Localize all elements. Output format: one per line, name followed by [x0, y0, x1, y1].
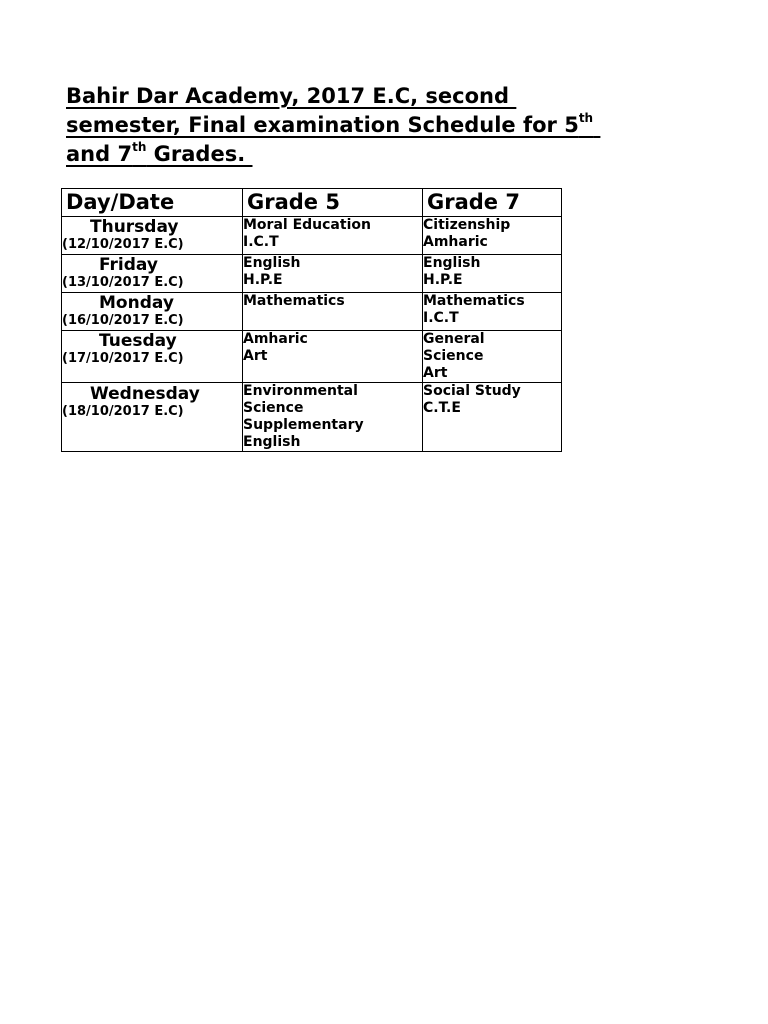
grade-5-subjects-cell [243, 331, 423, 383]
day-date: (16/10/2017 E.C) [62, 313, 184, 328]
title-line-3 [66, 140, 706, 169]
day-name: Thursday [90, 217, 179, 237]
header-grade-5: Grade 5 [243, 189, 423, 217]
subject: Environmental [243, 383, 358, 399]
subject: Amharic [423, 234, 488, 250]
grade-7-subjects-cell [423, 217, 562, 255]
day-date: (13/10/2017 E.C) [62, 275, 184, 290]
table-row [62, 331, 562, 383]
subject: H.P.E [243, 272, 283, 288]
title-line-3-rest: Grades. [146, 142, 253, 166]
subject: C.T.E [423, 400, 461, 416]
subject: English [423, 255, 481, 271]
grade-7-subjects-cell [423, 331, 562, 383]
day-date: (18/10/2017 E.C) [62, 404, 184, 419]
day-name: Wednesday [90, 384, 200, 404]
subject: Art [243, 348, 268, 364]
subject: Science [423, 348, 484, 364]
subject: I.C.T [423, 310, 459, 326]
subject: Mathematics [423, 293, 525, 309]
title-line-2-text: semester, Final examination Schedule for 5 [66, 113, 579, 137]
day-date: (12/10/2017 E.C) [62, 237, 184, 252]
subject: Supplementary [243, 417, 364, 433]
title-line-3-text: and 7 [66, 142, 133, 166]
grade-5-subjects-cell [243, 293, 423, 331]
title-line-2 [66, 111, 706, 140]
day-date-cell [62, 383, 243, 452]
grade-7-subjects-cell [423, 293, 562, 331]
table-row [62, 383, 562, 452]
day-date-cell [62, 293, 243, 331]
table-header-row [62, 189, 562, 217]
subject: Art [423, 365, 448, 381]
day-date-cell [62, 217, 243, 255]
subject: General [423, 331, 485, 347]
day-date: (17/10/2017 E.C) [62, 351, 184, 366]
page-title [66, 82, 706, 169]
grade-5-subjects-cell [243, 383, 423, 452]
day-date-cell [62, 331, 243, 383]
subject: English [243, 434, 301, 450]
subject: Social Study [423, 383, 521, 399]
grade-5-subjects-cell [243, 217, 423, 255]
grade-5-subjects-cell [243, 255, 423, 293]
subject: Science [243, 400, 304, 416]
grade-7-subjects-cell [423, 383, 562, 452]
subject: H.P.E [423, 272, 463, 288]
table-row [62, 255, 562, 293]
subject: I.C.T [243, 234, 279, 250]
day-date-cell [62, 255, 243, 293]
title-line-1-text: Bahir Dar Academy, 2017 E.C, second [66, 84, 517, 108]
table-row [62, 293, 562, 331]
subject: English [243, 255, 301, 271]
grade-7-subjects-cell [423, 255, 562, 293]
subject: Moral Education [243, 217, 371, 233]
day-name: Tuesday [99, 331, 177, 351]
subject: Citizenship [423, 217, 511, 233]
title-line-1 [66, 82, 706, 111]
subject: Mathematics [243, 293, 345, 309]
day-name: Monday [99, 293, 174, 313]
header-grade-7: Grade 7 [423, 189, 562, 217]
title-line-3-superscript: th [132, 140, 147, 154]
subject: Amharic [243, 331, 308, 347]
day-name: Friday [99, 255, 158, 275]
table-row [62, 217, 562, 255]
exam-schedule-table [61, 188, 562, 452]
header-day-date: Day/Date [62, 189, 243, 217]
title-line-2-superscript: th [578, 111, 594, 125]
